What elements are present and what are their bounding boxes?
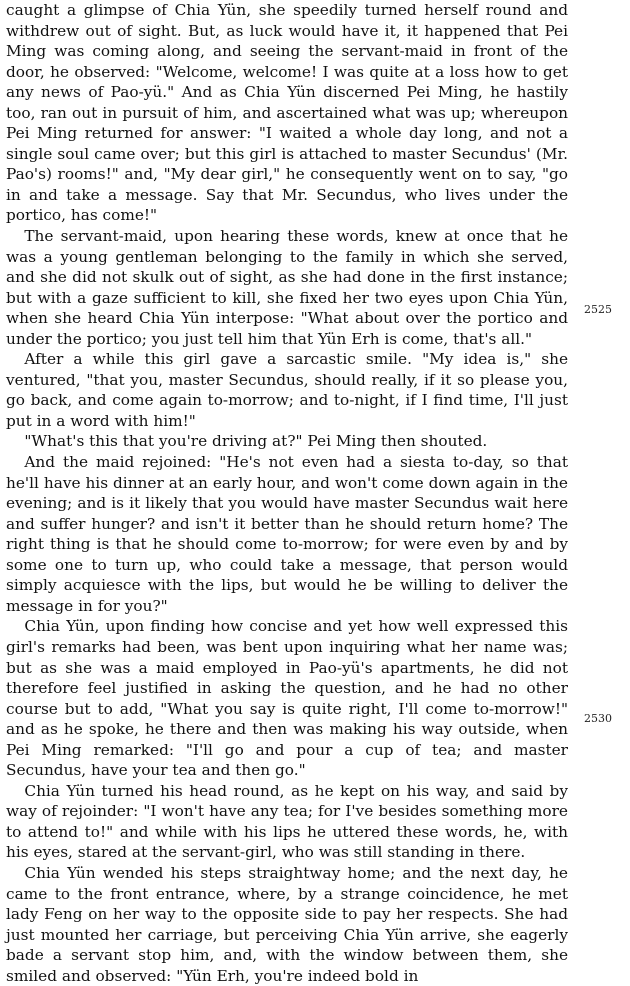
line-number-2525: 2525	[584, 303, 612, 316]
paragraph-4: "What's this that you're driving at?" Pei Ming then shouted.	[24, 432, 488, 451]
paragraph-5: And the maid rejoined: "He's not even had a siesta to-day, so that he'll have his dinner at an early hour, and won't come down again in the evening; and is it likely that you would have master Secundus wait here and suffer hunger? and isn't it better than he should return home? The right thing is that he should come to-morrow; for were even by and by some one to turn up, who could take a message, that person would simply acquiesce with the lips, but would he be willing to deliver the message in for you?"	[6, 453, 568, 615]
paragraph-2: The servant-maid, upon hearing these words, knew at once that he was a young gentleman belonging to the family in which she served, and she did not skulk out of sight, as she had done in the first instance; but with a gaze sufficient to kill, she fixed her two eyes upon Chia Yün, when she heard Chia Yün interpose: "What about over the portico and under the portico; you just tell him that Yün Erh is come, that's all."	[6, 227, 568, 348]
paragraph-3: After a while this girl gave a sarcastic smile. "My idea is," she ventured, "that you, master Secundus, should really, if it so please you, go back, and come again to-morrow; and to-night, if I find time, I'll just put in a word with him!"	[6, 350, 568, 430]
line-number-2530: 2530	[584, 712, 612, 725]
paragraph-6: Chia Yün, upon finding how concise and yet how well expressed this girl's remarks had been, was bent upon inquiring what her name was; but as she was a maid employed in Pao-yü's apartments, he did not therefore feel justified in asking the question, and he had no other course but to add, "What you say is quite right, I'll come to-morrow!" and as he spoke, he there and then was making his way outside, when Pei Ming remarked: "I'll go and pour a cup of tea; and master Secundus, have your tea and then go."	[6, 617, 568, 780]
paragraph-8: Chia Yün wended his steps straightway home; and the next day, he came to the front entrance, where, by a strange coincidence, he met lady Feng on her way to the opposite side to pay her respects. She had just mounted her carriage, but perceiving Chia Yün arrive, she eagerly bade a servant stop him, and, with the window between them, she smiled and observed: "Yün Erh, you're indeed bold in	[6, 863, 568, 985]
paragraph-1: caught a glimpse of Chia Yün, she speedily turned herself round and withdrew out of sight. But, as luck would have it, it happened that Pei Ming was coming along, and seeing the servant-maid in front of the door, he observed: "Welcome, welcome! I was quite at a loss how to get any news of Pao-yü." And as Chia Yün discerned Pei Ming, he hastily too, ran out in pursuit of him, and ascertained what was up; whereupon Pei Ming returned for answer: "I waited a whole day long, and not a single soul came over; but this girl is attached to master Secundus' (Mr. Pao's) rooms!" and, "My dear girl," he consequently went on to say, "go in and take a message. Say that Mr. Secundus, who lives under the portico, has come!"	[6, 1, 568, 225]
body-text	[6, 0, 568, 986]
paragraph-7: Chia Yün turned his head round, as he kept on his way, and said by way of rejoinder: "I won't have any tea; for I've besides something more to attend to!" and while with his lips he uttered these words, he, with his eyes, stared at the servant-girl, who was still standing in there.	[6, 781, 568, 862]
